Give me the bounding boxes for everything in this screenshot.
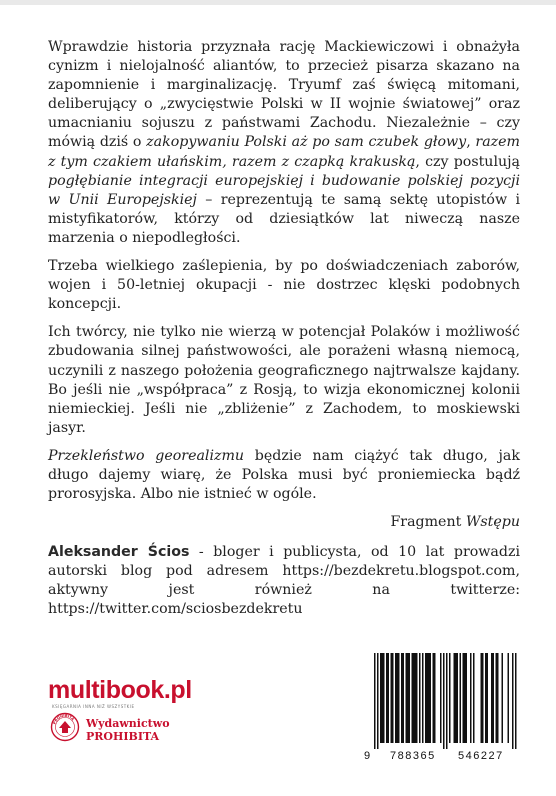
multibook-logo: multibook.pl xyxy=(48,676,192,704)
p1-quote-1: zakopywaniu Polski aż po sam czubek głowy xyxy=(146,134,467,151)
barcode-bar xyxy=(515,653,517,749)
author-name: Aleksander Ścios xyxy=(48,544,190,560)
top-edge-strip xyxy=(0,0,556,5)
barcode-bar xyxy=(412,653,418,743)
isbn-digit-first: 9 xyxy=(364,750,371,762)
barcode-bar xyxy=(395,653,400,743)
barcode-bar xyxy=(485,653,488,743)
barcode-bar xyxy=(433,653,436,743)
barcode-bar xyxy=(481,653,484,743)
multibook-tagline: KSIĘGARNIA INNA NIŻ WSZYSTKIE xyxy=(52,704,135,709)
barcode-bar xyxy=(491,653,494,743)
fragment-source: Wstępu xyxy=(465,514,520,531)
barcode-bar xyxy=(440,653,442,743)
barcode-bar xyxy=(473,653,475,743)
barcode-bar xyxy=(446,653,448,749)
barcode-bar xyxy=(508,653,510,743)
barcode-bar xyxy=(401,653,404,743)
isbn-barcode xyxy=(360,653,520,761)
barcode-bar xyxy=(374,653,376,749)
prohibita-line-2: PROHIBITA xyxy=(86,730,160,743)
paragraph-1 xyxy=(48,38,520,248)
barcode-bar xyxy=(496,653,499,743)
p1-text-e: , czy postulują xyxy=(415,153,520,170)
prohibita-seal-icon xyxy=(50,712,80,742)
barcode-bar xyxy=(377,653,379,749)
paragraph-4 xyxy=(48,447,520,504)
barcode-bar xyxy=(449,653,451,743)
barcode-bar xyxy=(386,653,389,743)
p1-quote-3: pogłębianie integracji europejskiej i budowanie polskiej pozycji w Unii Europejskiej xyxy=(48,172,520,208)
prohibita-logo-text xyxy=(86,717,170,743)
barcode-bar xyxy=(470,653,472,743)
svg-text:PROHIBITA: PROHIBITA xyxy=(52,713,75,725)
p1-quote-2: razem z tym czakiem ułańskim, razem z czapką krakuską xyxy=(48,134,520,170)
barcode-bar xyxy=(419,653,421,743)
barcode-bar xyxy=(422,653,424,743)
barcode-bar xyxy=(443,653,445,749)
fragment-attribution xyxy=(48,513,520,532)
author-bio-text: - bloger i publicysta, od 10 lat prowadzi autorski blog pod adresem https://bezdekretu.blogspot.com, aktywny jest również na twitterze: https://twitter.com/sciosbezdekretu xyxy=(48,544,520,618)
paragraph-2: Trzeba wielkiego zaślepienia, by po doświadczeniach zaborów, wojen i 50-letniej okupacji - nie dostrzec klęski podobnych koncepcji. xyxy=(48,258,520,313)
barcode-bar xyxy=(454,653,459,743)
prohibita-line-1: Wydawnictwo xyxy=(86,717,170,730)
isbn-group-2: 546227 xyxy=(458,750,504,762)
barcode-bar xyxy=(463,653,468,743)
barcode-bar xyxy=(460,653,462,743)
paragraph-3: Ich twórcy, nie tylko nie wierzą w potencjał Polaków i możliwość zbudowania silnej państwowości, ale porażeni własną niemocą, uczynili z naszego położenia geograficznego najtrwalsze kajdany. Bo jeśli nie „współpraca” z Rosją, to wizja ekonomicznej kolonii niemieckiej. Jeśli nie „zbliżenie” z Zachodem, to moskiewski jasyr. xyxy=(48,324,520,436)
fragment-prefix: Fragment xyxy=(390,514,466,531)
barcode-bar xyxy=(425,653,431,743)
p1-text-g: – reprezentują te samą sektę utopistów i mistyfikatorów, którzy od dziesiątków lat niweczą nasze marzenia o niepodległości. xyxy=(48,191,520,246)
p1-text-c: , xyxy=(466,134,476,151)
p4-text: będzie nam ciążyć tak długo, jak długo dajemy wiarę, że Polska musi być proniemiecka bądź prorosyjska. Albo nie istnieć w ogóle. xyxy=(48,447,520,503)
barcode-bar xyxy=(512,653,514,749)
p1-text-a: Wprawdzie historia przyznała rację Mackiewiczowi i obnażyła cynizm i nielojalność aliantów, to przecież pisarza skazano na zapomnienie i marginalizację. Tryumf zaś święcą mitomani, deliberujący o „zwycięstwie Polski w II wojnie światowej” oraz umacnianiu sojuszu z państwami Zachodu. Niezależnie – czy mówią dziś o xyxy=(48,39,520,151)
isbn-group-1: 788365 xyxy=(390,750,436,762)
author-bio xyxy=(48,543,520,619)
barcode-bar xyxy=(502,653,504,743)
barcode-bar xyxy=(406,653,411,743)
book-title-italic: Przekleństwo georealizmu xyxy=(48,447,245,464)
back-cover-text xyxy=(48,38,520,541)
barcode-bar xyxy=(391,653,394,743)
barcode-bar xyxy=(380,653,385,743)
barcode-bars xyxy=(360,653,520,749)
